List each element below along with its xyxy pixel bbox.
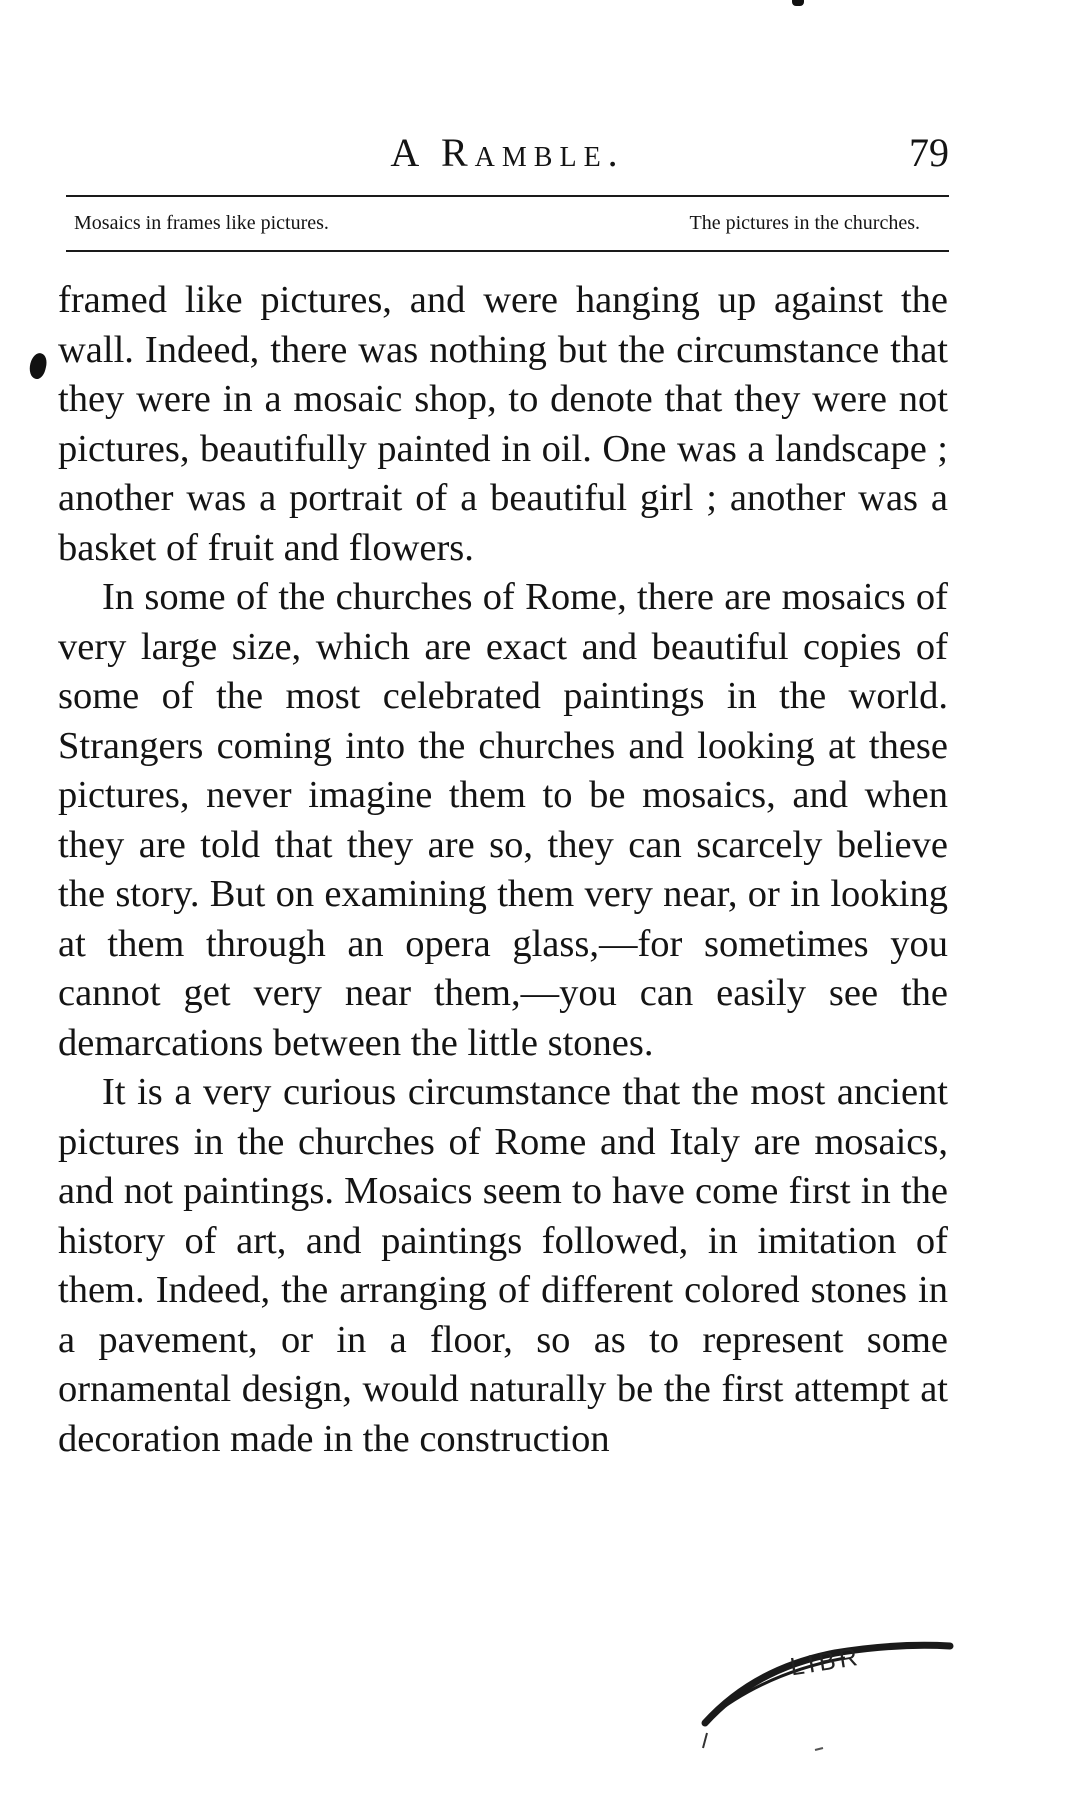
paragraph: It is a very curious circumstance that the most ancient pictures in the churches of Rome and Italy are mosaics, and not paintings. Mosaics seem to have come first in the history of art, and paintings followed, in imitation of them. Indeed, the arranging of different colored stones in a pavement, or in a floor, so as to represent some ornamental design, would naturally be the first attempt at decoration made in the construction — [58, 1071, 948, 1460]
stamp-lettering: LIBR — [788, 1642, 864, 1682]
header-rule-top — [66, 195, 949, 197]
header-rule-bottom — [66, 250, 949, 252]
running-head — [66, 128, 949, 178]
side-note-left: Mosaics in frames like pictures. — [74, 212, 329, 234]
page-number: 79 — [909, 130, 949, 175]
body-text — [58, 276, 948, 1464]
side-notes — [68, 204, 948, 242]
side-note-right: The pictures in the churches. — [689, 212, 920, 234]
paragraph: framed like pictures, and were hanging up against the wall. Indeed, there was nothing but the circumstance that they were in a mosaic shop, to denote that they were not pictures, beautifully painted in oil. One was a landscape ; another was a portrait of a beautiful girl ; another was a basket of fruit and flowers. — [58, 279, 948, 569]
ink-blot — [27, 351, 49, 380]
running-title: A Ramble. — [390, 130, 625, 175]
paragraph: In some of the churches of Rome, there are mosaics of very large size, which are exact and beautiful copies of some of the most celebrated paintings in the world. Strangers coming into the churches and looking at these pictures, never imagine them to be mosaics, and when they are told that they are so, they can scarcely believe the story. But on examining them very near, or in looking at them through an opera glass,—for sometimes you cannot get very near them,—you can easily see the demarcations between the little stones. — [58, 576, 948, 1064]
ink-mark — [792, 0, 804, 6]
